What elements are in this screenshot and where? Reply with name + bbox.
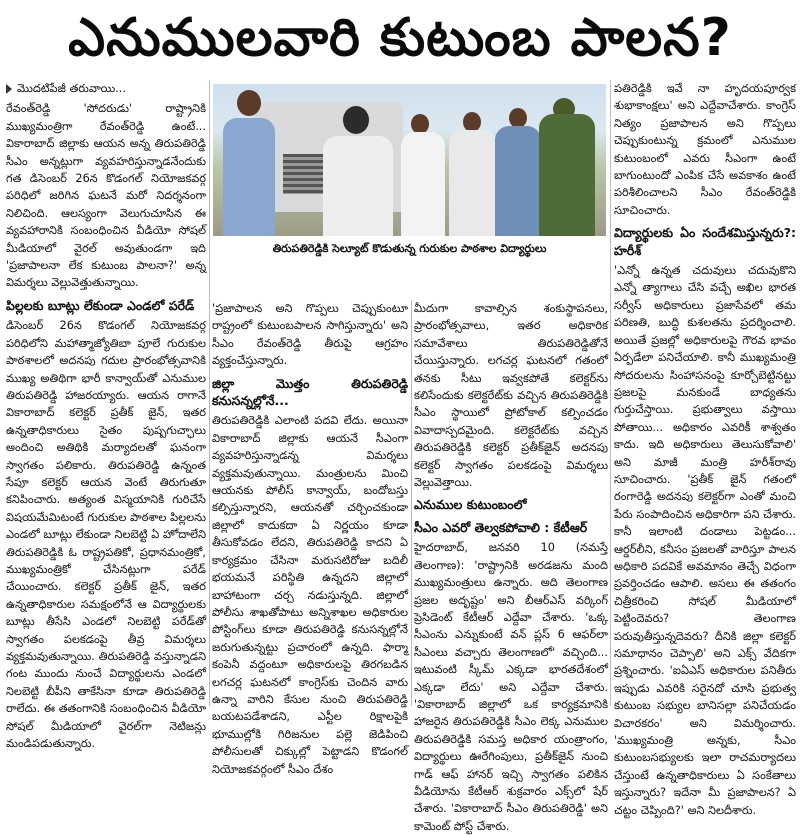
article-column-4 <box>614 80 796 817</box>
paragraph: మీదుగా కావాల్సిన శంకుస్థాపనలు, ప్రారంభోత్సవాలు, ఇతర అధికారిక సమావేశాలు తిరుపతిరెడ్డితోనే చేయిస్తున్నారు. లగచర్ల ఘటనలో గతంలో తనకు సీటు ఇవ్వకపోతే కలెక్టర్‌ను కలిసేందుకు కలెక్టరేట్‌కు వచ్చిన తిరుపతిరెడ్డికి సీఎం స్థాయిలో ప్రోటోకాల్ కల్పించడం వివాదాస్పదమైంది. కలెక్టరేట్‌కు వచ్చిన తిరుపతిరెడ్డికి కలెక్టర్ ప్రతీక్‌జైన్ అదనపు కలెక్టర్ స్వాగతం పలకడంపై విమర్శలు వెల్లువెత్తాయి. <box>414 302 608 490</box>
person-figure <box>223 118 275 236</box>
subheading: విద్యార్థులకు ఏం సందేశమిస్తున్నరు?: హరీశ్ <box>614 225 796 258</box>
person-figure <box>449 130 497 236</box>
person-head <box>343 106 369 134</box>
subheading: ఎనుముల కుటుంబంలో <box>414 497 527 513</box>
paragraph: హైదరాబాద్, జనవరి 10 (నమస్తే తెలంగాణ): 'రాష్ట్రానికి అరడజను మంది ముఖ్యమంత్రులు ఉన్నారు. అది తెలంగాణ ప్రజల అదృష్టం' అని బీఆర్ఎస్ వర్కింగ్ ప్రెసిడెంట్ కేటీఆర్ ఎద్దేవా చేశారు. 'ఒక్క సీఎంను ఎన్నుకుంటే వన్ ప్లస్ 6 ఆఫర్‌లా సీఎంలు వచ్చారు తెలంగాణలో' వచ్చింది... ఇటువంటి స్కీమ్ ఎక్కడా భారతదేశంలో ఎక్కడా లేదు' అని ఎద్దేవా చేశారు. 'వికారాబాద్ జిల్లాలో ఒక కార్యక్రమానికి హాజరైన తిరుపతిరెడ్డికి సీఎం లెక్క ఎనుముల తిరుపతిరెడ్డికి సమస్త అధికార యంత్రాంగం, విద్యార్థులు ఊరేగింపులు, ప్రతీక్‌జైన్ నుంచి గాడ్ ఆఫ్ హానర్ ఇచ్చి స్వాగతం పలికిన వీడియోను కేటీఆర్ శుక్రవారం ఎక్స్‌లో షేర్ చేశారు. 'వికారాబాద్ సీఎం తిరుపతిరెడ్డి' అని కామెంట్ పోస్ట్ చేశారు. <box>414 541 608 833</box>
person-figure <box>401 132 445 236</box>
kicker-text: మొదటిపేజీ తరువాయి... <box>17 82 126 95</box>
person-figure <box>495 126 541 236</box>
headline: ఎనుములవారి కుటుంబ పాలన? <box>68 8 732 68</box>
person-figure <box>539 114 595 236</box>
person-head <box>509 108 527 128</box>
paragraph: పతిరెడ్డికి ఇవే నా హృదయపూర్వక శుభాకాంక్షలు' అని ఎద్దేవాచేశారు. కాంగ్రెస్ నిత్యం ప్రజాపాలన అని గొప్పలు చెప్పుకుంటున్న క్రమంలో ఎనుముల కుటుంబంలో ఎవరు సీఎంగా ఉంటే బాగుంటుందో ఎంపిక చేసే అవకాశం ఉంటే పరిశీలించాలని సీఎం రేవంత్‌రెడ్డికి సూచించారు. <box>614 82 796 217</box>
subheading: జిల్లా మొత్తం తిరుపతిరెడ్డి కనుసన్నల్లోనే... <box>212 375 408 409</box>
paragraph: తిరుపతిరెడ్డికి ఎలాంటి పదవి లేదు. అయినా వికారాబాద్ జిల్లాకు ఆయనే సీఎంగా వ్యవహరిస్తున్నాడన్న విమర్శలు వ్యక్తమవుతున్నాయి. మంత్రులను మించి ఆయనకు పోలీస్ కాన్వాయ్, బందోబస్తు కల్పిస్తున్నారని, ఆయనతో చర్చించకుండా జిల్లాలో కాదుకదా ఏ నిర్ణయం కూడా తీసుకోవడం లేదని, తిరుపతిరెడ్డి కాదని ఏ కార్యక్రమం చేసినా మరుసటిరోజు బదిలీ భయమనే పరిస్థితి ఉన్నదని జిల్లాలో బాహాటంగా చర్చ నడుస్తున్నది. జిల్లాలో పోలీసు శాఖతోపాటు అన్నిశాఖల అధికారుల పోస్టింగ్‌లు కూడా తిరుపతిరెడ్డి కనుసన్నల్లోనే జరుగుతున్నట్టు ప్రచారంలో ఉన్నది. ఫార్మా కంపెనీ వద్దంటూ అధికారులపై తిరగబడిన లగచర్ల ఘటనలో కాంగ్రెస్‌కు చెందిన వారు ఉన్నా వారిని కేసుల నుంచి తిరుపతిరెడ్డి బయటపడేశాడని, ఎస్టీల రిక్షాలపైకి భూముల్లోకి గిరిజనుల పల్లె జెడిపించి పోలీసులతో చిక్కుల్లో పెట్టాడని కొడంగల్ నియోజకవర్గంలో సీఎం దేశం <box>212 414 408 776</box>
person-figure <box>323 136 393 236</box>
person-head <box>237 90 261 116</box>
article-column-3 <box>414 300 608 833</box>
paragraph: డిసెంబర్ 26న కొడంగల్ నియోజకవర్గ పరిధిలోని మహాత్మాజ్యోతిబా పూలే గురుకుల పాఠశాలలో అదనపు గదుల ప్రారంభోత్సవానికి ముఖ్య అతిథిగా భారీ కాన్వాయ్‌తో ఎనుముల తిరుపతిరెడ్డి హాజరయ్యారు. ఆయన రాగానే వికారాబాద్ కలెక్టర్ ప్రతీక్ జైన్, ఇతర ఉన్నతాధికారులు సైతం పుష్పగుచ్ఛాలు అందించి అతిథికి మర్యాదలతో ఘనంగా స్వాగతం పలికారు. తిరుపతిరెడ్డి ఉన్నంత సేపూ కలెక్టర్ ఆయన వెంటే తిరుగుతూ కనిపించారు. అత్యంత విస్మయానికి గురిచేసే విషయమేమిటంటే గురుకుల పాఠశాల పిల్లలను ఎండలో బూట్లు లేకుండా నిలబెట్టి ఏ హోదాలేని తిరుపతిరెడ్డికి ఓ రాష్ట్రపతికో, ప్రధానమంత్రికో, ముఖ్యమంత్రికో చేసినట్లుగా పరేడ్ చేయించారు. కలెక్టర్ ప్రతీక్ జైన్, ఇతర ఉన్నతాధికారుల సమక్షంలోనే ఆ విద్యార్థులకు బూట్లు తీసేసి ఎండలో నిలబెట్టి పరేడ్‌తో స్వాగతం పలకడంపై తీవ్ర విమర్శలు వ్యక్తమవుతున్నాయి. తిరుపతిరెడ్డి వస్తున్నాడని గంట ముందు నుంచే విద్యార్థులను ఎండలో నిలబెట్టి బీపీని తాకేసినా కూడా తిరుపతిరెడ్డి రాలేదు. ఈ తతంగానికి సంబంధించిన వీడియో సోషల్ మీడియాలో వైరల్‌గా నెటిజన్లు మండిపడుతున్నారు. <box>6 319 206 751</box>
article-column-1 <box>6 80 206 751</box>
person-head <box>463 112 481 132</box>
paragraph: 'ప్రజాపాలన అని గొప్పలు చెప్పుకుంటూ రాష్ట్రంలో కుటుంబపాలన సాగిస్తున్నారు' అని సీఎం రేవంత్‌రెడ్డి తీరుపై ఆగ్రహం వ్యక్తంచేస్తున్నారు. <box>212 302 408 368</box>
paragraph: 'ఎన్నో ఉన్నత చదువులు చదువుకొని ఎన్నో త్యాగాలు చేసి వచ్చే అఖిల భారత సర్వీస్ అధికారులు ప్రజాసేవలో తమ పరిణతి, బుద్ధి కుశలతను ప్రదర్శించాలి. అయితే ప్రజల్లో అధికారులపై గౌరవ భావం ఏర్పడేలా పనిచేయాలి. కానీ ముఖ్యమంత్రి సోదరులను సింహాసనంపై కూర్చోబెట్టినట్టు ప్రజలపై మనకుండే బాధ్యతను గుర్తుచేస్తాయి. ప్రభుత్వాలు వస్తాయి పోతాయి... అధికారం ఎవరికీ శాశ్వతం కాదు. ఇది అధికారులు తెలుసుకోవాలి' అని మాజీ మంత్రి హరీశ్‌రావు సూచించారు. 'ప్రతీక్ జైన్ గతంలో రంగారెడ్డి అదనపు కలెక్టర్‌గా ఎంతో మంచి పేరు సంపాదించిన అధికారిగా పని చేశారు. కానీ ఇలాంటి దండాలు పెట్టడం... ఆర్డర్‌లీని, కనీసం ప్రజలతో వారిస్తూ పాలన అధికారి పదవికే అవమానం తెచ్చే విధంగా ప్రవర్తించడం ఆపాలి. అసలు ఈ తతంగం చిత్రీకరించి సోషల్ మీడియాలో పెట్టిందెవరు? తెలంగాణ పరువుతీస్తున్నదెవరు? దీనికి జిల్లా కలెక్టర్ సమాధానం చెప్పాలి' అని ఎక్స్ వేదికగా ప్రశ్నించారు. 'ఐఏఎస్ అధికారుల పనితీరు ఇప్పుడు ఎవరికి సరైనదో చూసి ప్రభుత్వ కుటుంబ సభ్యుల బానిసల్లా పనిచేయడం విచారకరం' అని విమర్శించారు. 'ముఖ్యమంత్రి అన్నకు, సీఎం కుటుంబసభ్యులకు ఇలా రాచమర్యాదలు చేస్తుంటే ఉన్నతాధికారులు ఏ సంకేతాలు ఇస్తున్నారు? ఇదేనా మీ ప్రజాపాలన? ఏ చట్టం చెప్పింది?' అని నిలదీశారు. <box>614 264 796 817</box>
column-rule <box>411 300 412 706</box>
person-head <box>411 114 429 134</box>
paragraph: రేవంత్‌రెడ్డి 'సోదరుడు' రాష్ట్రానికి ముఖ్యమంత్రిగా రేవంత్‌రెడ్డి ఉంటే... వికారాబాద్ జిల్లాకు ఆయన అన్న తిరుపతిరెడ్డి సీఎం అన్నట్లుగా వ్యవహరిస్తున్నాడనేందుకు గత డిసెంబర్ 26న కొడంగల్ నియోజకవర్గ పరిధిలో జరిగిన ఘటనే మరో నిదర్శనంగా నిలిచింది. ఆలస్యంగా వెలుగుచూసిన ఈ వ్యవహారానికి సంబంధించిన వీడియో సోషల్ మీడియాలో వైరల్ అవుతుండగా ఇది 'ప్రజాపాలనా లేక కుటుంబ పాలనా?' అన్న విమర్శలు వెల్లువెత్తుతున్నాయి. <box>6 102 206 290</box>
photo-caption: తిరుపతిరెడ్డికి సెల్యూట్ కొడుతున్న గురుకుల పాఠశాల విద్యార్థులు <box>272 242 547 255</box>
arrow-icon <box>6 84 12 94</box>
article-column-2 <box>212 300 408 776</box>
column-rule <box>610 80 611 706</box>
column-rule <box>209 80 210 706</box>
subheading: పిల్లలకు బూట్లు లేకుండా ఎండలో పరేడ్ <box>6 297 195 313</box>
subheading: సీఎం ఎవరో తెల్వకపోవాలి : కేటీఆర్ <box>414 519 588 535</box>
kicker <box>6 80 206 97</box>
news-photo <box>213 84 606 236</box>
